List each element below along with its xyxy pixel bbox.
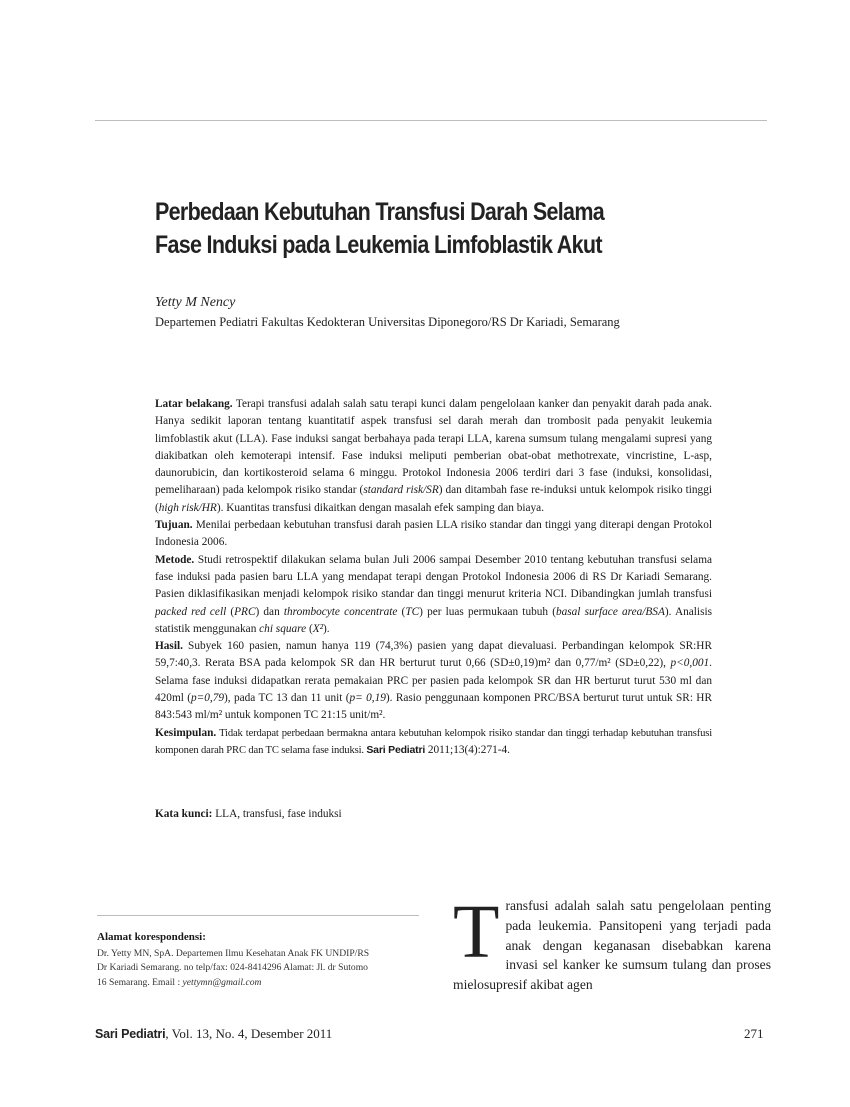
- abstract-conclusion: [155, 725, 712, 760]
- term-tc-abbr: TC: [405, 605, 420, 618]
- citation-journal: Sari Pediatri: [366, 743, 426, 756]
- correspondence-address-end: 16 Semarang. Email :: [97, 976, 183, 988]
- correspondence-line: Dr. Yetty MN, SpA. Departemen Ilmu Kesehatan Anak FK UNDIP/RS: [97, 947, 370, 959]
- background-text: ) dan ditambah fase re-induksi untuk kelompok risiko tinggi (: [155, 484, 712, 514]
- page-number: 271: [744, 1026, 764, 1041]
- p-value: p=0,79: [191, 692, 225, 705]
- term-prc-abbr: PRC: [234, 605, 256, 618]
- methods-text: (: [306, 622, 313, 635]
- results-label: Hasil.: [155, 640, 183, 653]
- methods-text: ) per luas permukaan tubuh (: [419, 605, 556, 618]
- objective-text: Menilai perbedaan kebutuhan transfusi darah pasien LLA risiko standar dan tinggi yang diterapi dengan Protokol Indonesia 2006.: [155, 519, 712, 549]
- term-hr: high risk/HR: [158, 501, 217, 514]
- correspondence-line: [97, 976, 427, 991]
- methods-text: (: [226, 605, 235, 618]
- methods-text: ) dan: [255, 605, 284, 618]
- body-paragraph: ransfusi adalah salah satu pengelolaan penting pada leukemia. Pansitopeni yang terjadi pada anak dengan keganasan disebabkan karena invasi sel kanker ke sumsum tulang dan proses mielosupresif akibat agen: [453, 898, 771, 993]
- term-prc: packed red cell: [155, 605, 227, 618]
- results-text: . Selama fase induksi didapatkan rerata pemakaian PRC per pasien pada kelompok SR dan HR berturut turut 530 ml dan 420ml (: [155, 657, 712, 705]
- title-line-2: Fase Induksi pada Leukemia Limfoblastik Akut: [155, 231, 602, 259]
- results-text: ). Rasio penggunaan komponen PRC/BSA berturut turut untuk SR: HR 843:543 ml/m² untuk komponen TC 21:15 unit/m².: [155, 692, 713, 722]
- author-affiliation: Departemen Pediatri Fakultas Kedokteran Universitas Diponegoro/RS Dr Kariadi, Semarang: [155, 315, 620, 329]
- term-x2: X²: [312, 622, 324, 635]
- keywords: [155, 808, 342, 820]
- correspondence-email[interactable]: yettymn@gmail.com: [182, 976, 262, 988]
- abstract-methods: [155, 552, 712, 638]
- term-tc: thrombocyte concentrate: [283, 605, 398, 618]
- methods-text: Studi retrospektif dilakukan selama bulan Juli 2006 sampai Desember 2010 tentang kebutuhan transfusi selama fase induksi pada pasien baru LLA yang mendapat terapi dengan Protokol Indonesia 2006 di RS Dr Kariadi Semarang. Pasien diklasifikasikan menjadi kelompok risiko standar dan tinggi menurut kriteria NCI. Dibandingkan jumlah transfusi: [155, 553, 712, 601]
- citation-details: 2011;13(4):271-4.: [425, 743, 510, 756]
- methods-label: Metode.: [155, 553, 195, 566]
- correspondence-rule: [97, 915, 419, 916]
- abstract-objective: [155, 517, 712, 552]
- results-text: ), pada TC 13 dan 11 unit (: [224, 692, 350, 705]
- methods-text: ). Analisis statistik menggunakan: [155, 605, 712, 635]
- keywords-label: Kata kunci:: [155, 808, 213, 820]
- correspondence-line: Dr Kariadi Semarang. no telp/fax: 024-8414296 Alamat: Jl. dr Sutomo: [97, 962, 368, 973]
- conclusion-text: Tidak terdapat perbedaan bermakna antara kebutuhan kelompok risiko standar dan tinggi terhadap kebutuhan transfusi komponen darah PRC dan TC selama fase induksi.: [155, 727, 712, 756]
- abstract-background: [155, 396, 712, 517]
- background-text: ). Kuantitas transfusi dikaitkan dengan masalah efek samping dan biaya.: [216, 501, 545, 514]
- background-label: Latar belakang.: [155, 398, 233, 410]
- footer-issue: , Vol. 13, No. 4, Desember 2011: [165, 1026, 333, 1041]
- conclusion-label: Kesimpulan.: [155, 726, 217, 739]
- correspondence-block: [97, 930, 427, 990]
- header-rule: [95, 120, 767, 121]
- methods-text: (: [397, 605, 406, 618]
- footer-journal: Sari Pediatri: [95, 1027, 166, 1041]
- term-chi-square: chi square: [259, 622, 307, 635]
- objective-label: Tujuan.: [155, 519, 193, 532]
- background-text: Terapi transfusi adalah salah satu terapi kunci dalam pengelolaan kanker dan penyakit darah pada anak. Hanya sedikit laporan tentang kuantitatif aspek transfusi sel darah merah dan trombosit pada penyakit leukemia limfoblastik akut (LLA). Fase induksi sangat berbahaya pada terapi LLA, karena sumsum tulang mengalami supresi yang diakibatkan oleh kemoterapi intensif. Fase induksi meliputi pemberian obat-obat methotrexate, vincristine, L-asp, daunorubicin, dan kortikosteroid selama 6 minggu. Protokol Indonesia 2006 terdiri dari 3 fase (induksi, konsolidasi, pemeliharaan) pada kelompok risiko standar (: [155, 398, 713, 497]
- title-line-1: Perbedaan Kebutuhan Transfusi Darah Selama: [155, 198, 605, 226]
- term-bsa: basal surface area/BSA: [555, 605, 665, 618]
- abstract-results: [155, 638, 712, 724]
- abstract: [155, 396, 712, 759]
- p-value: p= 0,19: [349, 692, 386, 705]
- p-value: p<0,001: [670, 657, 710, 670]
- correspondence-heading: Alamat korespondensi:: [97, 931, 206, 943]
- article-title: [155, 196, 688, 262]
- methods-text: ).: [323, 622, 330, 635]
- body-text: [453, 890, 771, 995]
- footer-citation: [95, 1026, 332, 1042]
- keywords-text: LLA, transfusi, fase induksi: [212, 808, 342, 820]
- results-text: Subyek 160 pasien, namun hanya 119 (74,3%) pasien yang dapat dievaluasi. Perbandingan kelompok SR:HR 59,7:40,3. Rerata BSA pada kelompok SR dan HR berturut turut 0,66 (SD±0,19)m² dan 0,77/m² (SD±0,22),: [155, 640, 712, 670]
- term-sr: standard risk/SR: [363, 484, 439, 497]
- author-name: Yetty M Nency: [155, 295, 236, 310]
- drop-cap: T: [453, 890, 500, 974]
